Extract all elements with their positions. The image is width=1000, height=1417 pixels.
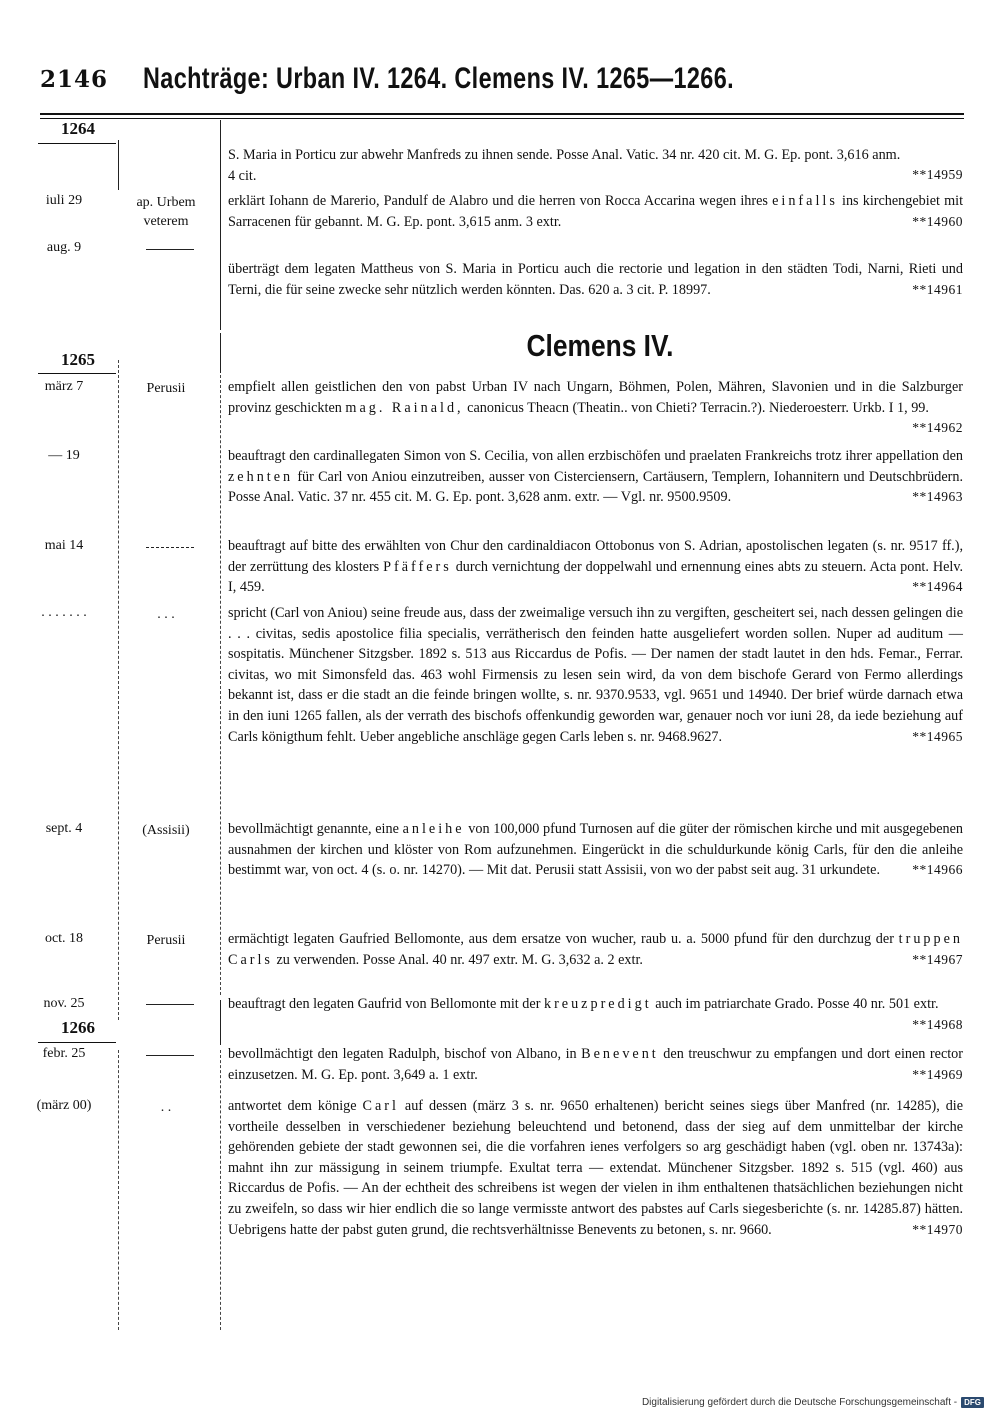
entry-place: (Assisii) bbox=[142, 823, 190, 838]
entry-text-spaced: Benevent bbox=[581, 1046, 659, 1062]
register-number: **14963 bbox=[912, 489, 963, 505]
register-number: **14964 bbox=[912, 579, 963, 595]
column-divider-dashed bbox=[220, 1050, 221, 1330]
regest-entry bbox=[228, 446, 963, 508]
regest-entry bbox=[228, 929, 963, 970]
entry-text: empfielt allen geistlichen den von pabst Urban IV nach Ungarn, Böhmen, Polen, Mähren, Slavonien und in die Salzburger provinz geschickten bbox=[228, 379, 963, 416]
column-divider-dashed bbox=[220, 375, 221, 995]
page-header bbox=[40, 62, 965, 102]
entry-place: . . bbox=[160, 1100, 172, 1115]
entry-place: Perusii bbox=[146, 933, 186, 948]
year-rule bbox=[38, 143, 116, 144]
entry-text: auf dessen (märz 3 s. nr. 9650 erhaltenen) bericht seines siegs über Manfred (nr. 14285), die vortheile desselben in verschiedener beziehung beleuchtend und betonend, dass der sieg auf dem unmittelbar der kirche gehörenden gebiete der stadt gewonnen sei, die die vorfahren ienes verfolgers so arg geschädigt haben (vgl. oben nr. 13743a): mahnt ihn zur mässigung in seinem triumpfe. Exultat terra — extendat. Münchener Sitzgsber. 1892 s. 515 (vgl. 460) aus Riccardus de Pofis. — An der echtheit des schreibens ist wegen der vielen in ihm enthaltenen thatsächlichen beziehungen nicht zu zweifeln, so dass wir hier endlich die so lange vermisste antwort des pabstes auf Carls siegesberichte (s. nr. 14285.87) hätten. Uebrigens hatte der pabst guten grund, die rechtsverhältnisse Benevents zu betonen, s. nr. 9660. bbox=[228, 1098, 964, 1238]
same-place-dash bbox=[146, 1055, 194, 1056]
regest-entry bbox=[228, 1096, 963, 1240]
entry-text: antwortet dem könige bbox=[228, 1098, 357, 1114]
same-place-dash bbox=[146, 547, 194, 548]
year-rule bbox=[38, 373, 116, 374]
regest-entry bbox=[228, 1044, 963, 1085]
entry-text-spaced: anleihe bbox=[402, 821, 465, 837]
entry-date: oct. 18 bbox=[44, 931, 84, 946]
register-number: **14968 bbox=[912, 1016, 963, 1032]
header-rule-thin bbox=[40, 118, 964, 119]
entry-text: ermächtigt legaten Gaufried Bellomonte, aus dem ersatze von wucher, raub u. a. 5000 pfund für den durchzug der bbox=[228, 931, 894, 947]
entry-text: S. Maria in Porticu zur abwehr Manfreds zu ihnen sende. Posse Anal. Vatic. 34 nr. 420 cit. M. G. Ep. pont. 3,616 anm. 4 cit. bbox=[228, 147, 901, 184]
register-number: **14966 bbox=[912, 862, 963, 878]
entry-date: (märz 00) bbox=[36, 1098, 92, 1113]
running-title: Nachträge: Urban IV. 1264. Clemens IV. 1265—1266. bbox=[143, 62, 734, 95]
entry-text: den treuschwur zu empfangen und dort einen rector einzusetzen. M. G. Ep. pont. 3,649 a. 1 extr. bbox=[228, 1046, 963, 1083]
entry-text: ins kirchengebiet mit Sarracenen für gebannt. M. G. Ep. pont. 3,615 anm. 3 extr. bbox=[228, 193, 964, 230]
entry-text: zu verwenden. Posse Anal. 40 nr. 497 extr. M. G. 3,632 a. 2 extr. bbox=[276, 951, 643, 968]
register-number: **14970 bbox=[912, 1221, 963, 1237]
year-heading: 1265 bbox=[61, 350, 95, 369]
register-number: **14960 bbox=[912, 213, 963, 229]
dfg-logo: DFG bbox=[961, 1397, 984, 1408]
regest-entry bbox=[228, 536, 963, 598]
entry-text-spaced: Pfäffers bbox=[383, 558, 452, 575]
register-number: **14969 bbox=[912, 1066, 963, 1082]
entry-text-spaced: Carl bbox=[362, 1098, 399, 1114]
entry-date: febr. 25 bbox=[42, 1046, 86, 1061]
page-number: 2146 bbox=[40, 66, 109, 93]
entry-date: . . . . . . . bbox=[41, 605, 87, 620]
entry-text: beauftragt den cardinallegaten Simon von S. Cecilia, von allen erzbischöfen und praelaten Frankreichs trotz ihrer appellation den bbox=[228, 448, 963, 464]
regest-entry bbox=[228, 259, 963, 300]
entry-text: beauftragt den legaten Gaufrid von Bellomonte mit der bbox=[228, 996, 541, 1012]
entry-place: ap. Urbem veterem bbox=[136, 195, 196, 229]
regest-entry bbox=[228, 994, 963, 1035]
entry-text-spaced: einfalls bbox=[772, 193, 838, 209]
column-divider bbox=[220, 1000, 221, 1045]
regest-entry bbox=[228, 191, 963, 232]
entry-text-spaced: zehnten bbox=[228, 468, 294, 485]
entry-text-spaced: truppen Carls bbox=[228, 931, 964, 968]
regest-entry bbox=[228, 377, 963, 439]
header-rule-thick bbox=[40, 113, 964, 115]
entry-text: bevollmächtigt genannte, eine bbox=[228, 821, 399, 837]
year-heading: 1266 bbox=[61, 1018, 95, 1037]
register-number: **14967 bbox=[912, 951, 963, 967]
column-divider-dashed bbox=[118, 1050, 119, 1330]
regest-entry bbox=[228, 603, 963, 747]
entry-text-spaced: mag. Rainald, bbox=[345, 399, 464, 416]
entry-text: überträgt dem legaten Mattheus von S. Maria in Porticu auch die rectorie und legation in den städten Todi, Narni, Rieti und Terni, die für seine zwecke sehr nützlich werden könnten. Das. 620 a. 3 cit. P. 18997. bbox=[228, 261, 963, 298]
register-number: **14962 bbox=[912, 420, 963, 436]
entry-date: nov. 25 bbox=[43, 996, 85, 1011]
entry-text: erklärt Iohann de Marerio, Pandulf de Alabro und die herren von Rocca Accarina wegen ihres bbox=[228, 193, 768, 209]
digitization-footer bbox=[642, 1397, 984, 1408]
entry-text: für Carl von Aniou einzutreiben, ausser von Cisterciensern, Cartäusern, Templern, Iohannitern und Deutschbrüdern. Posse Anal. Vatic. 37 nr. 455 cit. M. G. Ep. pont. 3,628 anm. extr. — Vgl. nr. 9500.9509. bbox=[228, 468, 963, 506]
column-divider bbox=[220, 333, 221, 373]
entry-date: — 19 bbox=[48, 448, 80, 463]
register-number: **14959 bbox=[912, 167, 963, 182]
column-divider bbox=[118, 140, 119, 190]
entry-place: . . . bbox=[157, 607, 175, 622]
entry-date: märz 7 bbox=[44, 379, 84, 394]
entry-date: iuli 29 bbox=[45, 193, 83, 208]
entry-text: beauftragt auf bitte des erwählten von Chur den cardinaldiacon Ottobonus von S. Adrian, apostolischen legaten (s. nr. 9517 ff.), der zerrüttung des klosters bbox=[228, 538, 963, 575]
section-heading: Clemens IV. bbox=[526, 328, 674, 363]
entry-date: mai 14 bbox=[44, 538, 84, 553]
entry-date: aug. 9 bbox=[46, 240, 82, 255]
same-place-dash bbox=[146, 249, 194, 250]
entry-text: durch vernichtung der doppelwahl und ernennung eines abts zu steuern. Acta pont. Helv. I, 459. bbox=[228, 558, 964, 596]
entry-text: spricht (Carl von Aniou) seine freude aus, dass der zweimalige versuch ihn zu vergiften, gescheitert sei, nach dessen gelingen die . . . civitas, sedis apostolice filia specialis, verrätherisch den feinden hatte ausgeliefert worden sollen. Nuper ad auditum — sospitatis. Münchener Sitzgsber. 1892 s. 513 aus Riccardus de Pofis. — Der namen der stadt lautet in den hds. Femar., Ferrar. civitas, wo mit Simonsfeld das. 463 wohl Firmensis zu lesen sein wird, da von dem bischofe Gerard von Fermo allerdings bekannt ist, dass er die stadt an die feinde bringen wollte, s. nr. 9370.9533, vgl. 9651 und 14940. Der brief würde darnach etwa in den iuni 1265 fallen, als der verrath des bischofs offenkundig geworden war, genauer noch vor iuni 28, da iede beziehung auf Carls königthum fehlt. Ueber angebliche anschläge gegen Carls leben s. nr. 9468.9627. bbox=[228, 605, 963, 745]
same-place-dash bbox=[146, 1004, 194, 1005]
entry-text: bevollmächtigt den legaten Radulph, bischof von Albano, in bbox=[228, 1046, 577, 1062]
entry-text: auch im patriarchate Grado. Posse 40 nr. 501 extr. bbox=[655, 996, 939, 1012]
column-divider bbox=[220, 120, 221, 330]
footer-text: Digitalisierung gefördert durch die Deutsche Forschungsgemeinschaft - bbox=[641, 1397, 958, 1408]
entry-text-spaced: kreuzpredigt bbox=[543, 996, 652, 1012]
column-divider-dashed bbox=[118, 360, 119, 1020]
year-rule bbox=[38, 1042, 116, 1043]
regest-entry bbox=[228, 145, 963, 186]
entry-text: von 100,000 pfund Turnosen auf die güter der römischen kirche und mit ausgegebenen ausnahmen der kirchen und klöster von Rom aufzunehmen. Eingerückt in die schuldurkunde könig Carls, für den die anleihe bestimmt war, von oct. 4 (s. o. nr. 14270). — Mit dat. Perusii statt Assisii, von wo der pabst seit aug. 31 urkundete. bbox=[228, 821, 963, 879]
entry-date: sept. 4 bbox=[45, 821, 83, 836]
regest-entry bbox=[228, 819, 963, 881]
register-number: **14965 bbox=[912, 728, 963, 744]
year-heading: 1264 bbox=[61, 119, 95, 138]
register-number: **14961 bbox=[912, 281, 963, 297]
entry-text: canonicus Theacn (Theatin.. von Chieti? Terracin.?). Niederoesterr. Urkb. I 1, 99. bbox=[467, 399, 929, 416]
entry-place: Perusii bbox=[146, 381, 186, 396]
